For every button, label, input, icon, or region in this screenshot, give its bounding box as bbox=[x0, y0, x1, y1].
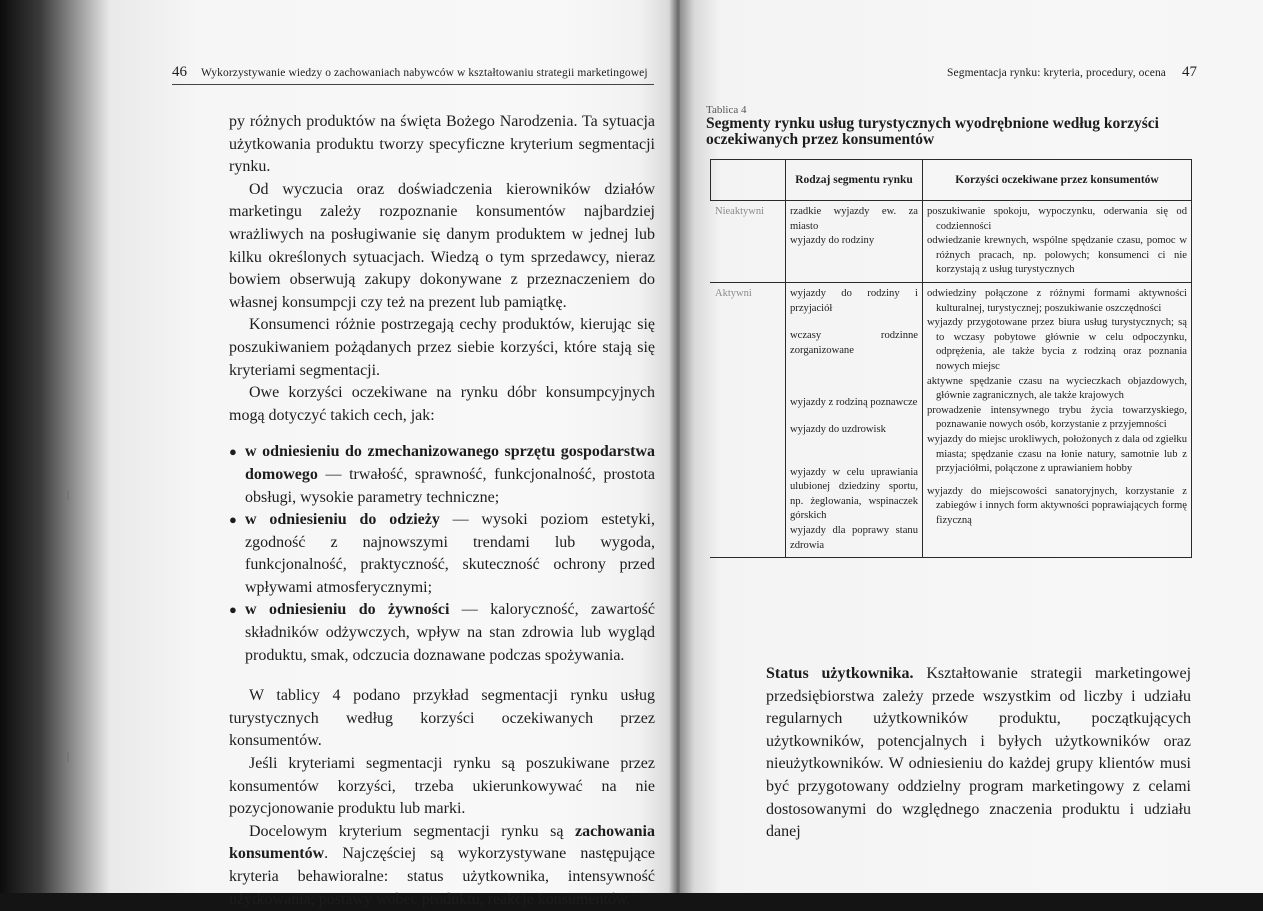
rodzaj-item: wyjazdy do uzdrowisk bbox=[790, 423, 886, 435]
bullet-icon: ● bbox=[229, 602, 237, 618]
paragraph: Jeśli kryteriami segmentacji rynku są poszukiwane przez konsumentów korzyści, trzeba ukierunkowywać na nie pozycjonowanie produktu lub marki. bbox=[229, 755, 655, 818]
paragraph bbox=[766, 663, 1191, 844]
segments-table bbox=[710, 159, 1192, 558]
table-header-cell: Korzyści oczekiwane przez konsumentów bbox=[923, 160, 1192, 201]
running-head: Segmentacja rynku: kryteria, procedury, ocena bbox=[947, 67, 1166, 79]
korzysci-item: aktywne spędzanie czasu na wycieczkach objazdowych, głównie zagranicznych, ale także krajowych bbox=[927, 375, 1187, 402]
paragraph-text: Docelowym kryterium segmentacji rynku są bbox=[249, 822, 575, 840]
korzysci-cell bbox=[923, 282, 1192, 557]
paragraph-text: Kształtowanie strategii marketingowej przedsiębiorstwa zależy przede wszystkim od liczby i udziału regularnych użytkowników produktu, początkujących użytkowników, potencjalnych i byłych użytkowników oraz nieużytkowników. W odniesieniu do każdej grupy klientów musi być przygotowany oddzielny program marketingowy z celami dostosowanymi do względnego znaczenia produktu i udziału danej bbox=[766, 665, 1192, 841]
scan-mark bbox=[67, 752, 69, 762]
left-page-body bbox=[229, 111, 655, 911]
korzysci-item: odwiedziny połączone z różnymi formami aktywności kulturalnej, turystycznej; poszukiwanie oszczędności bbox=[927, 287, 1187, 314]
rodzaj-item: wyjazdy w celu uprawiania ulubionej dziedziny sportu, np. żeglowania, wspinaczek górskich bbox=[790, 466, 918, 522]
paragraph: Od wyczucia oraz doświadczenia kierowników działów marketingu zależy rozpoznanie konsumentów najbardziej wrażliwych na posługiwanie się danym produktem w jednej lub kilku określonych sytuacjach. Wiedzą o tym sprzedawcy, nieraz bowiem obserwują zakupy dokonywane z przeznaczeniem do własnej konsumpcji czy też na prezent lub pamiątkę. bbox=[229, 180, 655, 311]
table-header-row bbox=[711, 160, 1192, 201]
korzysci-cell bbox=[923, 201, 1192, 283]
running-head: Wykorzystywanie wiedzy o zachowaniach nabywców w kształtowaniu strategii marketingowej bbox=[201, 67, 648, 79]
list-item bbox=[229, 509, 655, 599]
list-item-bold: w odniesieniu do odzieży bbox=[245, 511, 440, 529]
table-row bbox=[711, 201, 1192, 283]
scan-mark bbox=[67, 490, 69, 500]
list-item bbox=[229, 599, 655, 667]
rodzaj-item: rzadkie wyjazdy ew. za miasto bbox=[790, 206, 918, 232]
table-header-cell bbox=[711, 160, 786, 201]
korzysci-item: wyjazdy przygotowane przez biura usług turystycznych; są to wczasy pobytowe głównie w celu odpoczynku, odprężenia, ale także bycia z rodziną oraz poznania nowych miejsc bbox=[927, 317, 1187, 372]
rodzaj-cell bbox=[786, 201, 923, 283]
paragraph: W tablicy 4 podano przykład segmentacji rynku usług turystycznych według korzyści oczekiwanych przez konsumentów. bbox=[229, 687, 655, 750]
right-page-header bbox=[947, 64, 1197, 81]
paragraph: Owe korzyści oczekiwane na rynku dóbr konsumpcyjnych mogą dotyczyć takich cech, jak: bbox=[229, 384, 655, 424]
paragraph: py różnych produktów na święta Bożego Narodzenia. Ta sytuacja użytkowania produktu tworzy specyficzne kryterium segmentacji rynku. bbox=[229, 113, 655, 176]
list-item-bold: w odniesieniu do żywności bbox=[245, 601, 450, 619]
benefits-list bbox=[229, 441, 655, 667]
segment-cell: Nieaktywni bbox=[711, 201, 786, 283]
rodzaj-item: wyjazdy dla poprawy stanu zdrowia bbox=[790, 524, 918, 551]
korzysci-item: prowadzenie intensywnego trybu życia towarzyskiego, poznawanie nowych osób, korzystanie z przyjemności bbox=[927, 404, 1187, 431]
list-item-text: — wysoki poziom estetyki, zgodność z najnowszymi trendami lub wygoda, funkcjonalność, praktyczność, skuteczność ochrony przed wpływami atmosferycznymi; bbox=[245, 511, 655, 596]
paragraph-text: . Najczęściej są wykorzystywane następujące kryteria behawioralne: status użytkownika, intensywność użytkowania, postawy wobec produktu, reakcje konsumentów. bbox=[229, 845, 655, 908]
paragraph bbox=[229, 821, 655, 911]
bullet-icon: ● bbox=[229, 444, 237, 460]
korzysci-item: wyjazdy do miejsc urokliwych, położonych z dala od zgiełku miasta; spędzanie czasu na łonie natury, samotnie lub z przyjaciółmi, połączone z uprawianiem hobby bbox=[927, 433, 1187, 475]
paragraph-bold: zachowania konsumentów bbox=[229, 822, 655, 863]
table-title: Segmenty rynku usług turystycznych wyodrębnione według korzyści oczekiwanych przez konsumentów bbox=[706, 115, 1159, 148]
paragraph: Konsumenci różnie postrzegają cechy produktów, kierując się poszukiwaniem pożądanych przez siebie korzyści, które stają się kryteriami segmentacji. bbox=[229, 316, 655, 379]
rodzaj-item: wyjazdy z rodziną poznawcze bbox=[790, 397, 918, 409]
korzysci-item: odwiedzanie krewnych, wspólne spędzanie czasu, pomoc w różnych pracach, np. polowych; konsumenci ci nie korzystają z usług turystycznych bbox=[927, 235, 1187, 276]
list-item-bold: w odniesieniu do zmechanizowanego sprzętu gospodarstwa domowego bbox=[245, 443, 655, 483]
rodzaj-cell bbox=[786, 282, 923, 557]
list-item-text: — trwałość, sprawność, funkcjonalność, prostota obsługi, wysokie parametry techniczne; bbox=[245, 465, 655, 506]
korzysci-item: wyjazdy do miejscowości sanatoryjnych, korzystanie z zabiegów i innych form aktywności poprawiających formę fizyczną bbox=[927, 485, 1187, 526]
list-item bbox=[229, 441, 655, 509]
rodzaj-item: wyjazdy do rodziny i przyjaciół bbox=[790, 287, 918, 314]
list-item-text: — kaloryczność, zawartość składników odżywczych, wpływ na stan zdrowia lub wygląd produktu, smak, odczucia doznawane podczas spożywania. bbox=[245, 601, 655, 664]
section-heading: Status użytkownika. bbox=[766, 665, 914, 682]
rodzaj-item: wyjazdy do rodziny bbox=[790, 235, 875, 247]
bullet-icon: ● bbox=[229, 512, 237, 528]
left-page-header bbox=[172, 64, 654, 85]
rodzaj-item: wczasy rodzinne zorganizowane bbox=[790, 330, 918, 356]
right-page-body bbox=[766, 663, 1191, 844]
page-number: 46 bbox=[172, 64, 187, 80]
table-caption bbox=[706, 104, 1176, 148]
segment-cell: Aktywni bbox=[711, 282, 786, 557]
table-label: Tablica 4 bbox=[706, 104, 747, 116]
korzysci-item: poszukiwanie spokoju, wypoczynku, oderwania się od codzienności bbox=[927, 206, 1187, 232]
page-number: 47 bbox=[1182, 64, 1197, 80]
table-row bbox=[711, 282, 1192, 557]
table-header-cell: Rodzaj segmentu rynku bbox=[786, 160, 923, 201]
